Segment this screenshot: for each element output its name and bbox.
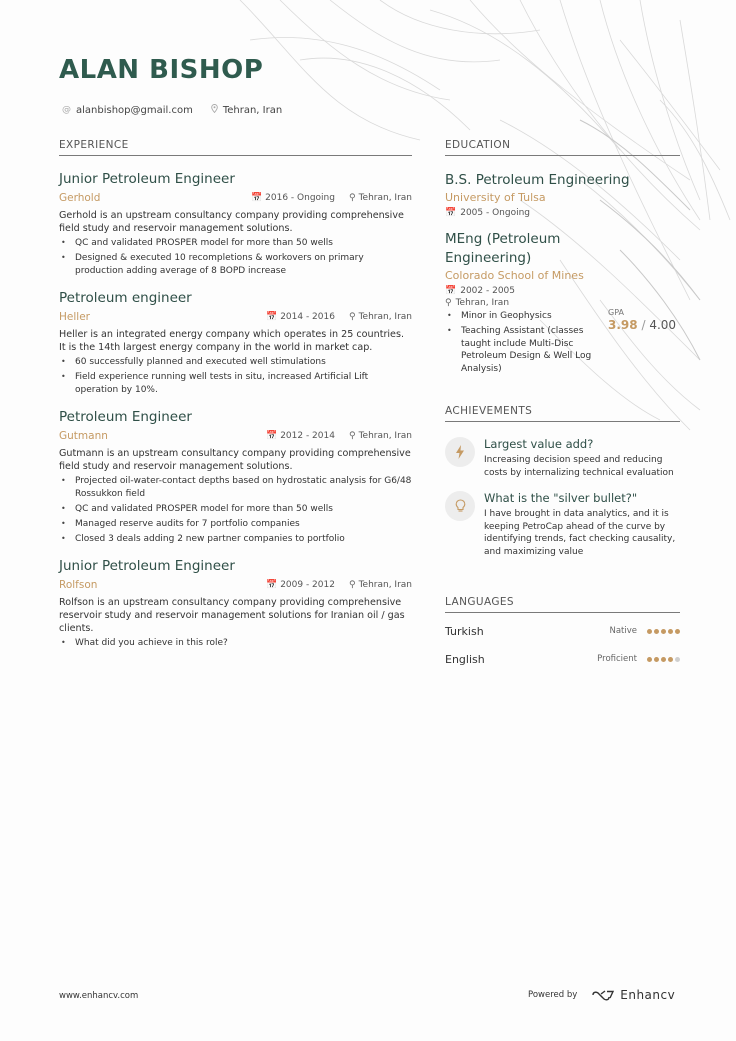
list-item: • Managed reserve audits for 7 portfolio companies — [59, 518, 412, 531]
experience-section — [59, 139, 412, 652]
education-dates — [445, 208, 680, 218]
candidate-name: ALAN BISHOP — [59, 55, 264, 85]
proficiency-dot-filled — [668, 657, 673, 662]
experience-heading: EXPERIENCE — [59, 139, 412, 156]
location-pin-icon — [211, 104, 218, 116]
gpa-value-row — [608, 318, 676, 332]
gpa-max: 4.00 — [649, 318, 677, 332]
job-dates: 2012 - 2014 — [280, 431, 335, 441]
language-name: Turkish — [445, 624, 484, 638]
enhancv-brand-text: Enhancv — [620, 988, 676, 1002]
languages-heading: LANGUAGES — [445, 596, 680, 613]
achievement-item — [445, 437, 680, 479]
school-name: University of Tulsa — [445, 191, 546, 204]
achievement-item — [445, 491, 680, 558]
list-item: • Designed & executed 10 recompletions & workovers on primary production adding average of 8 BOPD increase — [59, 252, 412, 277]
location-pin-icon: ⚲ — [348, 580, 356, 590]
job-title: Junior Petroleum Engineer — [59, 558, 235, 574]
email-item — [62, 105, 193, 116]
language-level-text: Native — [609, 626, 637, 636]
job-dates: 2014 - 2016 — [280, 312, 335, 322]
language-level — [597, 654, 680, 664]
at-icon: @ — [62, 105, 71, 115]
education-location — [445, 298, 680, 308]
calendar-icon: 📅 — [445, 286, 457, 296]
company-name: Gerhold — [59, 192, 101, 204]
job-meta — [266, 580, 412, 590]
proficiency-dot-filled — [668, 629, 673, 634]
calendar-icon: 📅 — [265, 431, 278, 441]
enhancv-logo[interactable] — [591, 988, 675, 1002]
achievement-description: I have brought in data analytics, and it is keeping PetroCap ahead of the curve by identifying trends, fact checking causality, and maximizing value — [484, 509, 676, 557]
footer-brand — [528, 988, 675, 1002]
achievement-title: What is the "silver bullet?" — [484, 491, 638, 505]
degree-title: MEng (Petroleum Engineering) — [445, 231, 561, 266]
education-entry — [445, 230, 680, 375]
language-level-text: Proficient — [597, 654, 637, 664]
proficiency-dots — [645, 629, 680, 634]
job-title: Petroleum Engineer — [59, 409, 192, 425]
job-dates: 2009 - 2012 — [280, 580, 335, 590]
contact-info — [62, 104, 300, 116]
list-item: • Closed 3 deals adding 2 new partner companies to portfolio — [59, 533, 412, 546]
education-dates — [445, 286, 680, 296]
list-item: • QC and validated PROSPER model for more than 50 wells — [59, 503, 412, 516]
job-bullets — [59, 637, 412, 650]
gpa-value: 3.98 — [608, 318, 638, 332]
proficiency-dot-filled — [647, 629, 652, 634]
job-title: Petroleum engineer — [59, 290, 192, 306]
right-column — [445, 139, 680, 673]
list-item: • 60 successfully planned and executed well stimulations — [59, 356, 412, 369]
job-location: Tehran, Iran — [358, 312, 412, 322]
proficiency-dot-filled — [654, 657, 659, 662]
location-pin-icon: ⚲ — [348, 193, 356, 203]
location-text: Tehran, Iran — [455, 298, 510, 308]
proficiency-dot-filled — [661, 657, 666, 662]
list-item: • Field experience running well tests in situ, increased Artificial Lift operation by 10%. — [59, 371, 412, 396]
job-bullets — [59, 237, 412, 277]
list-item: • Teaching Assistant (classes taught include Multi-Disc Petroleum Design & Well Log Analysis) — [445, 325, 595, 375]
language-row — [445, 617, 680, 645]
powered-by-label: Powered by — [528, 990, 578, 1000]
dates-text: 2002 - 2005 — [460, 286, 515, 296]
location-pin-icon: ⚲ — [445, 298, 452, 308]
degree-title: B.S. Petroleum Engineering — [445, 172, 630, 188]
job-entry — [59, 171, 412, 277]
job-meta — [266, 312, 412, 322]
location-item — [211, 104, 282, 116]
dates-text: 2005 - Ongoing — [460, 208, 531, 218]
job-location: Tehran, Iran — [358, 193, 412, 203]
job-title: Junior Petroleum Engineer — [59, 171, 235, 187]
education-heading: EDUCATION — [445, 139, 680, 156]
achievement-description: Increasing decision speed and reducing costs by internalizing technical evaluation — [484, 455, 674, 478]
job-description: Gutmann is an upstream consultancy company providing comprehensive field study and reservoir management solutions. — [59, 448, 411, 472]
proficiency-dot-filled — [661, 629, 666, 634]
proficiency-dots — [645, 657, 680, 662]
job-entry — [59, 558, 412, 650]
achievement-title: Largest value add? — [484, 437, 594, 451]
job-description: Gerhold is an upstream consultancy company providing comprehensive field study and reservoir management solutions. — [59, 210, 404, 234]
calendar-icon: 📅 — [445, 208, 457, 218]
proficiency-dot-empty — [675, 657, 680, 662]
languages-list — [445, 617, 680, 673]
job-location: Tehran, Iran — [358, 580, 412, 590]
company-name: Gutmann — [59, 430, 108, 442]
location-text: Tehran, Iran — [222, 104, 283, 116]
gpa-block — [608, 308, 676, 332]
job-entry — [59, 409, 412, 545]
calendar-icon: 📅 — [265, 580, 278, 590]
calendar-icon: 📅 — [250, 193, 263, 203]
job-location: Tehran, Iran — [358, 431, 412, 441]
location-pin-icon: ⚲ — [348, 312, 356, 322]
footer-website[interactable]: www.enhancv.com — [59, 991, 139, 1001]
company-name: Heller — [59, 311, 90, 323]
gpa-label: GPA — [608, 308, 624, 317]
lightbulb-icon — [445, 491, 475, 521]
language-row — [445, 645, 680, 673]
education-entry — [445, 171, 680, 218]
location-pin-icon: ⚲ — [348, 431, 356, 441]
job-description: Rolfson is an upstream consultancy company providing comprehensive reservoir study and reservoir management solutions for Iranian oil / gas clients. — [59, 597, 405, 634]
company-name: Rolfson — [59, 579, 98, 591]
list-item: • What did you achieve in this role? — [59, 637, 412, 650]
email-text[interactable]: alanbishop@gmail.com — [76, 104, 193, 116]
job-description: Heller is an integrated energy company which operates in 25 countries. It is the 14th largest energy company in the world in market cap. — [59, 329, 405, 353]
job-meta — [266, 431, 412, 441]
job-dates: 2016 - Ongoing — [265, 193, 335, 203]
proficiency-dot-filled — [647, 657, 652, 662]
list-item: • Minor in Geophysics — [445, 310, 595, 323]
school-name: Colorado School of Mines — [445, 269, 584, 282]
calendar-icon: 📅 — [265, 312, 278, 322]
education-bullets — [445, 310, 595, 375]
list-item: • QC and validated PROSPER model for more than 50 wells — [59, 237, 412, 250]
job-meta — [251, 193, 412, 203]
achievements-heading: ACHIEVEMENTS — [445, 405, 680, 422]
proficiency-dot-filled — [654, 629, 659, 634]
bolt-icon — [445, 437, 475, 467]
enhancv-logo-icon — [591, 989, 615, 1001]
gpa-separator: / — [641, 318, 646, 332]
language-name: English — [445, 652, 485, 666]
proficiency-dot-filled — [675, 629, 680, 634]
job-bullets — [59, 475, 412, 545]
job-bullets — [59, 356, 412, 396]
language-level — [609, 626, 680, 636]
job-entry — [59, 290, 412, 396]
list-item: • Projected oil-water-contact depths based on hydrostatic analysis for G6/48 Rossukkon field — [59, 475, 412, 500]
